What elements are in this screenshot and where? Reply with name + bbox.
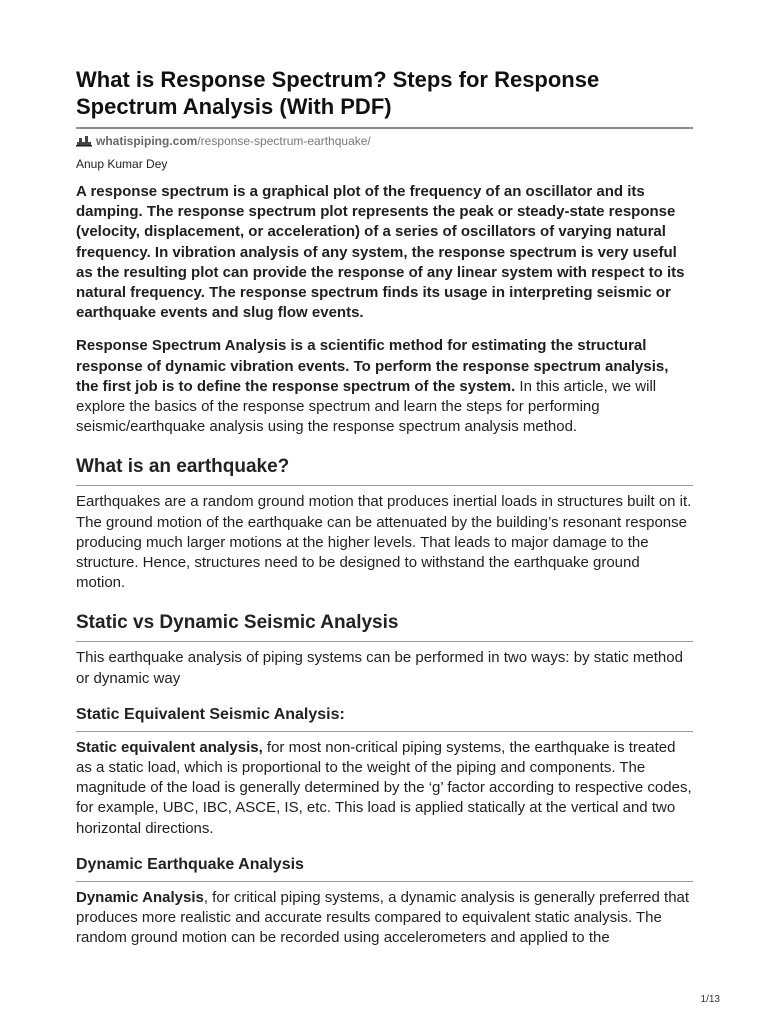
dynamic-bold: Dynamic Analysis xyxy=(76,888,204,906)
heading-divider xyxy=(76,641,693,642)
heading-divider xyxy=(76,731,693,732)
heading-dynamic: Dynamic Earthquake Analysis xyxy=(76,855,304,873)
page-title: What is Response Spectrum? Steps for Response Spectrum Analysis (With PDF) xyxy=(76,67,600,119)
source-line[interactable] xyxy=(76,134,693,148)
heading-divider xyxy=(76,485,693,486)
static-vs-dynamic-paragraph: This earthquake analysis of piping systems can be performed in two ways: by static method or dynamic way xyxy=(76,649,683,687)
source-site[interactable]: whatispiping.com xyxy=(96,134,198,148)
source-path[interactable]: /response-spectrum-earthquake/ xyxy=(197,134,371,148)
page-number: 1/13 xyxy=(700,994,720,1005)
earthquake-paragraph: Earthquakes are a random ground motion that produces inertial loads in structures built on it. The ground motion of the earthquake can be attenuated by the building’s resonant response producing much larger motions at the higher levels. That leads to major damage to the structure. Hence, structures need to be designed to withstand the earthquake ground motion. xyxy=(76,493,692,592)
static-equivalent-paragraph xyxy=(76,738,693,839)
intro-bold-text: A response spectrum is a graphical plot of the frequency of an oscillator and its damping. The response spectrum plot represents the peak or steady-state response (velocity, displacement, or acceleration) of a series of oscillators of varying natural frequency. In vibration analysis of any system, the response spectrum is very useful as the resulting plot can provide the response of any linear system with respect to its natural frequency. The response spectrum finds its usage in interpreting seismic or earthquake events and slug flow events. xyxy=(76,183,685,322)
heading-static-vs-dynamic: Static vs Dynamic Seismic Analysis xyxy=(76,612,399,634)
article xyxy=(76,66,693,948)
site-logo-icon xyxy=(76,135,92,147)
static-equivalent-text: for most non-critical piping systems, the earthquake is treated as a static load, which is proportional to the weight of the piping and components. The magnitude of the load is generally determined by the ‘g’ factor according to respective codes, for example, UBC, IBC, ASCE, IS, etc. This load is applied statically at the vertical and two horizontal directions. xyxy=(76,738,692,837)
heading-static-equivalent: Static Equivalent Seismic Analysis: xyxy=(76,705,345,723)
dynamic-text: , for critical piping systems, a dynamic analysis is generally preferred that produces more realistic and accurate results compared to equivalent static analysis. The random ground motion can be recorded using accelerometers and applied to the xyxy=(76,888,690,947)
rsa-bold-text: Response Spectrum Analysis is a scientific method for estimating the structural response of dynamic vibration events. To perform the response spectrum analysis, the first job is to define the response spectrum of the system. xyxy=(76,337,669,395)
title-divider xyxy=(76,127,693,129)
heading-earthquake: What is an earthquake? xyxy=(76,456,290,478)
intro-paragraph xyxy=(76,182,693,323)
static-equivalent-bold: Static equivalent analysis, xyxy=(76,738,263,756)
author: Anup Kumar Dey xyxy=(76,157,168,171)
heading-divider xyxy=(76,881,693,882)
dynamic-paragraph xyxy=(76,888,693,949)
rsa-paragraph xyxy=(76,336,693,437)
rsa-text: In this article, we will explore the basics of the response spectrum and learn the steps for performing seismic/earthquake analysis using the response spectrum analysis method. xyxy=(76,377,657,436)
